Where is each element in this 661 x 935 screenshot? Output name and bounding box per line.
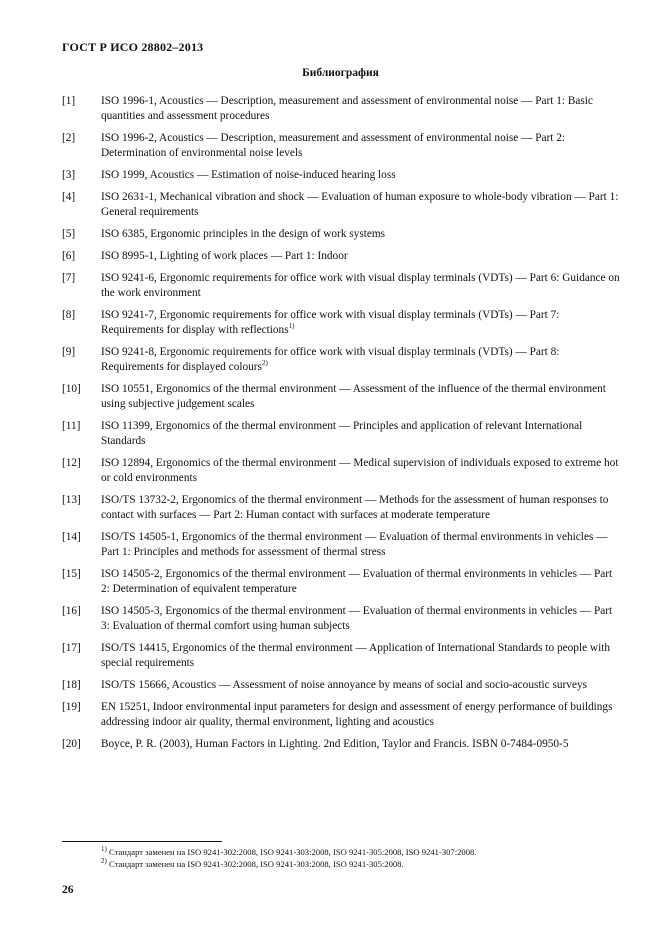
reference-text: ISO 14505-2, Ergonomics of the thermal environment — Evaluation of thermal environments in vehicles — Part 2: Determination of equivalent temperature xyxy=(101,568,613,595)
footnote-text: Стандарт заменен на ISO 9241-302:2008, ISO 9241-303:2008, ISO 9241-305:2008. xyxy=(109,859,404,869)
reference-text: Boyce, P. R. (2003), Human Factors in Lighting. 2nd Edition, Taylor and Francis. ISBN 0-7484-0950-5 xyxy=(101,738,569,750)
reference-text-body: ISO 9241-8, Ergonomic requirements for office work with visual display terminals (VDTs) — Part 8: Requirements for displayed colours xyxy=(101,346,560,373)
reference-number: [3] xyxy=(62,169,76,181)
reference-item xyxy=(62,382,622,412)
reference-number: [4] xyxy=(62,191,76,203)
reference-number: [9] xyxy=(62,346,76,358)
reference-number: [11] xyxy=(62,420,81,432)
reference-item xyxy=(62,308,622,338)
reference-text: ISO 10551, Ergonomics of the thermal environment — Assessment of the influence of the thermal environment using subjective judgement scales xyxy=(101,383,606,410)
footnote-mark: 1) xyxy=(288,322,295,331)
reference-number: [7] xyxy=(62,272,76,284)
reference-number: [19] xyxy=(62,701,81,713)
reference-text: ISO 14505-3, Ergonomics of the thermal environment — Evaluation of thermal environments in vehicles — Part 3: Evaluation of thermal comfort using human subjects xyxy=(101,605,613,632)
reference-item xyxy=(62,678,622,693)
reference-number: [8] xyxy=(62,309,76,321)
reference-item xyxy=(62,190,622,220)
reference-text: ISO 1996-1, Acoustics — Description, measurement and assessment of environmental noise — Part 1: Basic quantities and assessment procedures xyxy=(101,95,593,122)
reference-item xyxy=(62,493,622,523)
reference-number: [5] xyxy=(62,228,76,240)
footnote-divider xyxy=(62,841,222,842)
reference-number: [17] xyxy=(62,642,81,654)
footnote-mark: 1) xyxy=(101,845,107,854)
reference-text: ISO 11399, Ergonomics of the thermal environment — Principles and application of relevant International Standards xyxy=(101,420,583,447)
reference-item xyxy=(62,94,622,124)
reference-item xyxy=(62,737,622,752)
reference-item xyxy=(62,700,622,730)
reference-item xyxy=(62,604,622,634)
reference-number: [20] xyxy=(62,738,81,750)
reference-item xyxy=(62,530,622,560)
bibliography-list xyxy=(62,94,622,759)
reference-number: [12] xyxy=(62,457,81,469)
reference-text xyxy=(101,308,622,338)
footnotes xyxy=(101,846,621,870)
reference-item xyxy=(62,345,622,375)
reference-number: [10] xyxy=(62,383,81,395)
page-number: 26 xyxy=(62,884,74,896)
document-header: ГОСТ Р ИСО 28802–2013 xyxy=(62,40,204,54)
reference-item xyxy=(62,227,622,242)
reference-number: [1] xyxy=(62,95,76,107)
reference-number: [15] xyxy=(62,568,81,580)
reference-text: ISO 8995-1, Lighting of work places — Part 1: Indoor xyxy=(101,250,348,262)
reference-number: [2] xyxy=(62,132,76,144)
footnote-mark: 2) xyxy=(101,857,107,866)
reference-text: ISO 1996-2, Acoustics — Description, measurement and assessment of environmental noise — Part 2: Determination of environmental noise levels xyxy=(101,132,566,159)
reference-text: ISO/TS 15666, Acoustics — Assessment of noise annoyance by means of social and socio-acoustic surveys xyxy=(101,679,587,691)
reference-number: [18] xyxy=(62,679,81,691)
reference-text: ISO/TS 13732-2, Ergonomics of the thermal environment — Methods for the assessment of human responses to contact with surfaces — Part 2: Human contact with surfaces at moderate temperature xyxy=(101,494,609,521)
reference-number: [13] xyxy=(62,494,81,506)
reference-text: ISO 6385, Ergonomic principles in the design of work systems xyxy=(101,228,386,240)
reference-number: [6] xyxy=(62,250,76,262)
reference-number: [14] xyxy=(62,531,81,543)
footnote-item xyxy=(101,858,621,870)
reference-text xyxy=(101,345,622,375)
reference-text: ISO/TS 14415, Ergonomics of the thermal environment — Application of International Standards to people with special requirements xyxy=(101,642,610,669)
reference-item xyxy=(62,168,622,183)
footnote-item xyxy=(101,846,621,858)
reference-text: EN 15251, Indoor environmental input parameters for design and assessment of energy performance of buildings addressing indoor air quality, thermal environment, lighting and acoustics xyxy=(101,701,613,728)
reference-text: ISO 9241-6, Ergonomic requirements for office work with visual display terminals (VDTs) — Part 6: Guidance on the work environment xyxy=(101,272,620,299)
reference-item xyxy=(62,271,622,301)
reference-item xyxy=(62,641,622,671)
footnote-text: Стандарт заменен на ISO 9241-302:2008, ISO 9241-303:2008, ISO 9241-305:2008, ISO 9241-307:2008. xyxy=(109,847,477,857)
reference-item xyxy=(62,567,622,597)
reference-item xyxy=(62,131,622,161)
footnote-mark: 2) xyxy=(261,359,268,368)
reference-text: ISO 1999, Acoustics — Estimation of noise-induced hearing loss xyxy=(101,169,396,181)
reference-number: [16] xyxy=(62,605,81,617)
section-title: Библиография xyxy=(302,67,379,79)
reference-text: ISO/TS 14505-1, Ergonomics of the thermal environment — Evaluation of thermal environments in vehicles — Part 1: Principles and methods for assessment of thermal stress xyxy=(101,531,608,558)
reference-text-body: ISO 9241-7, Ergonomic requirements for office work with visual display terminals (VDTs) — Part 7: Requirements for display with reflections xyxy=(101,309,560,336)
reference-item xyxy=(62,249,622,264)
reference-item xyxy=(62,419,622,449)
reference-item xyxy=(62,456,622,486)
reference-text: ISO 12894, Ergonomics of the thermal environment — Medical supervision of individuals exposed to extreme hot or cold environments xyxy=(101,457,619,484)
reference-text: ISO 2631-1, Mechanical vibration and shock — Evaluation of human exposure to whole-body vibration — Part 1: General requirements xyxy=(101,191,619,218)
